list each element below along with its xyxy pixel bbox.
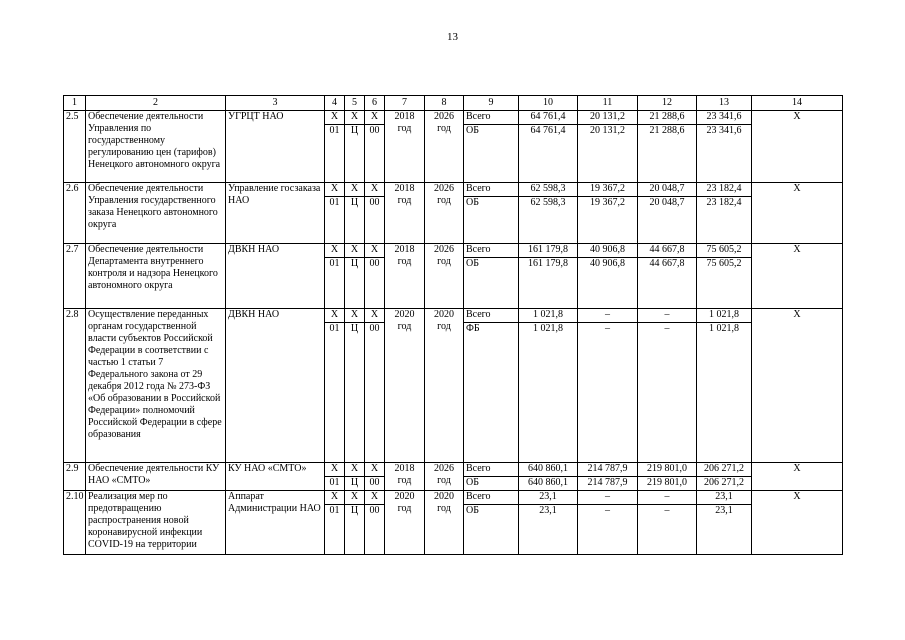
- table-row: [64, 183, 843, 197]
- start-year-value: 2020: [394, 309, 415, 320]
- amount-cell: –: [578, 323, 638, 463]
- code-cell: Ц: [345, 323, 365, 463]
- end-year-label: год: [437, 123, 451, 134]
- row-number: 2.9: [64, 463, 86, 491]
- code-cell: Ц: [345, 197, 365, 244]
- source-label: Всего: [464, 183, 519, 197]
- start-year-value: 2018: [394, 111, 415, 122]
- row-number: 2.7: [64, 244, 86, 309]
- amount-cell: –: [638, 309, 697, 323]
- amount-cell: 23 341,6: [697, 125, 752, 183]
- start-year: [385, 309, 425, 463]
- amount-cell: 64 761,4: [519, 111, 578, 125]
- row-number: 2.5: [64, 111, 86, 183]
- source-label: Всего: [464, 491, 519, 505]
- amount-cell: –: [638, 323, 697, 463]
- end-year: [425, 183, 464, 244]
- col14-cell: Х: [752, 183, 843, 244]
- amount-cell: 75 605,2: [697, 244, 752, 258]
- end-year: [425, 463, 464, 491]
- amount-cell: 214 787,9: [578, 463, 638, 477]
- measure-name: Обеспечение деятельности КУ НАО «СМТО»: [86, 463, 226, 491]
- header-cell: 3: [226, 96, 325, 111]
- code-cell: Х: [365, 183, 385, 197]
- source-label: ФБ: [464, 323, 519, 463]
- code-cell: 01: [325, 477, 345, 491]
- header-cell: 1: [64, 96, 86, 111]
- amount-cell: 62 598,3: [519, 197, 578, 244]
- amount-cell: 19 367,2: [578, 197, 638, 244]
- end-year: [425, 111, 464, 183]
- measure-name: Обеспечение деятельности Департамента внутреннего контроля и надзора Ненецкого автономного округа: [86, 244, 226, 309]
- amount-cell: 40 906,8: [578, 244, 638, 258]
- end-year-label: год: [437, 195, 451, 206]
- end-year-label: год: [437, 321, 451, 332]
- code-cell: 01: [325, 323, 345, 463]
- amount-cell: 219 801,0: [638, 477, 697, 491]
- end-year-value: 2020: [434, 309, 454, 320]
- header-cell: 14: [752, 96, 843, 111]
- col14-cell: Х: [752, 309, 843, 463]
- table-row: [64, 244, 843, 258]
- code-cell: Х: [345, 111, 365, 125]
- start-year: [385, 183, 425, 244]
- executor: ДВКН НАО: [226, 244, 325, 309]
- amount-cell: 20 048,7: [638, 183, 697, 197]
- amount-cell: –: [578, 491, 638, 505]
- header-cell: 7: [385, 96, 425, 111]
- start-year-label: год: [397, 503, 412, 514]
- amount-cell: 23 341,6: [697, 111, 752, 125]
- budget-table: [63, 95, 843, 555]
- start-year-label: год: [397, 321, 412, 332]
- code-cell: Ц: [345, 505, 365, 555]
- table-row: [64, 463, 843, 477]
- code-cell: Х: [325, 183, 345, 197]
- start-year: [385, 111, 425, 183]
- header-cell: 8: [425, 96, 464, 111]
- start-year-label: год: [397, 256, 412, 267]
- executor: ДВКН НАО: [226, 309, 325, 463]
- code-cell: Х: [345, 183, 365, 197]
- code-cell: 00: [365, 477, 385, 491]
- amount-cell: 20 048,7: [638, 197, 697, 244]
- header-cell: 11: [578, 96, 638, 111]
- amount-cell: 206 271,2: [697, 463, 752, 477]
- code-cell: Х: [325, 111, 345, 125]
- code-cell: Х: [365, 244, 385, 258]
- amount-cell: 640 860,1: [519, 463, 578, 477]
- measure-name: Осуществление переданных органам государственной власти субъектов Российской Федерации в соответствии с частью 1 статьи 7 Федерального закона от 29 декабря 2012 года № 273-ФЗ «Об образовании в Российской Федерации» полномочий Российской Федерации в сфере образования: [86, 309, 226, 463]
- amount-cell: 1 021,8: [697, 309, 752, 323]
- amount-cell: 40 906,8: [578, 258, 638, 309]
- code-cell: Х: [365, 111, 385, 125]
- amount-cell: –: [578, 505, 638, 555]
- end-year-value: 2026: [434, 463, 454, 474]
- end-year-label: год: [437, 256, 451, 267]
- end-year-value: 2026: [434, 111, 454, 122]
- amount-cell: 206 271,2: [697, 477, 752, 491]
- measure-name: Обеспечение деятельности Управления государственного заказа Ненецкого автономного округа: [86, 183, 226, 244]
- table-row: [64, 309, 843, 323]
- header-cell: 9: [464, 96, 519, 111]
- col14-cell: Х: [752, 111, 843, 183]
- executor: Аппарат Администрации НАО: [226, 491, 325, 555]
- code-cell: Х: [365, 309, 385, 323]
- start-year-value: 2018: [394, 183, 415, 194]
- amount-cell: 23,1: [697, 491, 752, 505]
- code-cell: Ц: [345, 258, 365, 309]
- executor: КУ НАО «СМТО»: [226, 463, 325, 491]
- executor: УГРЦТ НАО: [226, 111, 325, 183]
- code-cell: Х: [345, 309, 365, 323]
- table-row: [64, 111, 843, 125]
- source-label: ОБ: [464, 505, 519, 555]
- amount-cell: 62 598,3: [519, 183, 578, 197]
- end-year-label: год: [437, 475, 451, 486]
- header-cell: 12: [638, 96, 697, 111]
- amount-cell: –: [578, 309, 638, 323]
- row-number: 2.10: [64, 491, 86, 555]
- end-year: [425, 491, 464, 555]
- code-cell: Х: [325, 244, 345, 258]
- amount-cell: 1 021,8: [519, 323, 578, 463]
- source-label: Всего: [464, 111, 519, 125]
- start-year: [385, 491, 425, 555]
- code-cell: Х: [325, 309, 345, 323]
- page-number: 13: [447, 31, 458, 43]
- amount-cell: 23 182,4: [697, 183, 752, 197]
- amount-cell: 19 367,2: [578, 183, 638, 197]
- code-cell: Х: [325, 463, 345, 477]
- end-year-label: год: [437, 503, 451, 514]
- start-year-label: год: [397, 475, 412, 486]
- source-label: Всего: [464, 463, 519, 477]
- code-cell: 01: [325, 258, 345, 309]
- start-year-value: 2018: [394, 463, 415, 474]
- header-row: [64, 96, 843, 111]
- table-row: [64, 491, 843, 505]
- amount-cell: 23,1: [519, 491, 578, 505]
- executor: Управление госзаказа НАО: [226, 183, 325, 244]
- amount-cell: 21 288,6: [638, 111, 697, 125]
- start-year-value: 2018: [394, 244, 415, 255]
- code-cell: Х: [325, 491, 345, 505]
- header-cell: 2: [86, 96, 226, 111]
- source-label: Всего: [464, 309, 519, 323]
- code-cell: 00: [365, 197, 385, 244]
- source-label: Всего: [464, 244, 519, 258]
- amount-cell: 23 182,4: [697, 197, 752, 244]
- header-cell: 10: [519, 96, 578, 111]
- source-label: ОБ: [464, 125, 519, 183]
- source-label: ОБ: [464, 477, 519, 491]
- amount-cell: 23,1: [519, 505, 578, 555]
- end-year-value: 2026: [434, 244, 454, 255]
- amount-cell: 161 179,8: [519, 244, 578, 258]
- header-cell: 13: [697, 96, 752, 111]
- col14-cell: Х: [752, 491, 843, 555]
- amount-cell: 44 667,8: [638, 258, 697, 309]
- amount-cell: 75 605,2: [697, 258, 752, 309]
- source-label: ОБ: [464, 258, 519, 309]
- code-cell: Ц: [345, 125, 365, 183]
- row-number: 2.8: [64, 309, 86, 463]
- col14-cell: Х: [752, 463, 843, 491]
- source-label: ОБ: [464, 197, 519, 244]
- code-cell: Х: [365, 463, 385, 477]
- amount-cell: 214 787,9: [578, 477, 638, 491]
- amount-cell: 23,1: [697, 505, 752, 555]
- amount-cell: 161 179,8: [519, 258, 578, 309]
- start-year-label: год: [397, 123, 412, 134]
- amount-cell: 20 131,2: [578, 111, 638, 125]
- code-cell: Х: [345, 491, 365, 505]
- start-year: [385, 244, 425, 309]
- amount-cell: 21 288,6: [638, 125, 697, 183]
- amount-cell: 20 131,2: [578, 125, 638, 183]
- code-cell: 00: [365, 323, 385, 463]
- code-cell: Х: [345, 463, 365, 477]
- code-cell: 01: [325, 125, 345, 183]
- start-year: [385, 463, 425, 491]
- amount-cell: –: [638, 505, 697, 555]
- end-year-value: 2020: [434, 491, 454, 502]
- code-cell: 00: [365, 505, 385, 555]
- amount-cell: 44 667,8: [638, 244, 697, 258]
- start-year-value: 2020: [394, 491, 415, 502]
- measure-name: Обеспечение деятельности Управления по государственному регулированию цен (тарифов) Ненецкого автономного округа: [86, 111, 226, 183]
- end-year-value: 2026: [434, 183, 454, 194]
- header-cell: 4: [325, 96, 345, 111]
- code-cell: 01: [325, 505, 345, 555]
- amount-cell: 1 021,8: [697, 323, 752, 463]
- end-year: [425, 244, 464, 309]
- start-year-label: год: [397, 195, 412, 206]
- header-cell: 5: [345, 96, 365, 111]
- amount-cell: 219 801,0: [638, 463, 697, 477]
- code-cell: Х: [345, 244, 365, 258]
- code-cell: Х: [365, 491, 385, 505]
- end-year: [425, 309, 464, 463]
- amount-cell: 640 860,1: [519, 477, 578, 491]
- code-cell: Ц: [345, 477, 365, 491]
- amount-cell: 1 021,8: [519, 309, 578, 323]
- measure-name: Реализация мер по предотвращению распространения новой коронавирусной инфекции COVID-19 на территории: [86, 491, 226, 555]
- header-cell: 6: [365, 96, 385, 111]
- amount-cell: –: [638, 491, 697, 505]
- code-cell: 00: [365, 125, 385, 183]
- col14-cell: Х: [752, 244, 843, 309]
- amount-cell: 64 761,4: [519, 125, 578, 183]
- code-cell: 00: [365, 258, 385, 309]
- code-cell: 01: [325, 197, 345, 244]
- row-number: 2.6: [64, 183, 86, 244]
